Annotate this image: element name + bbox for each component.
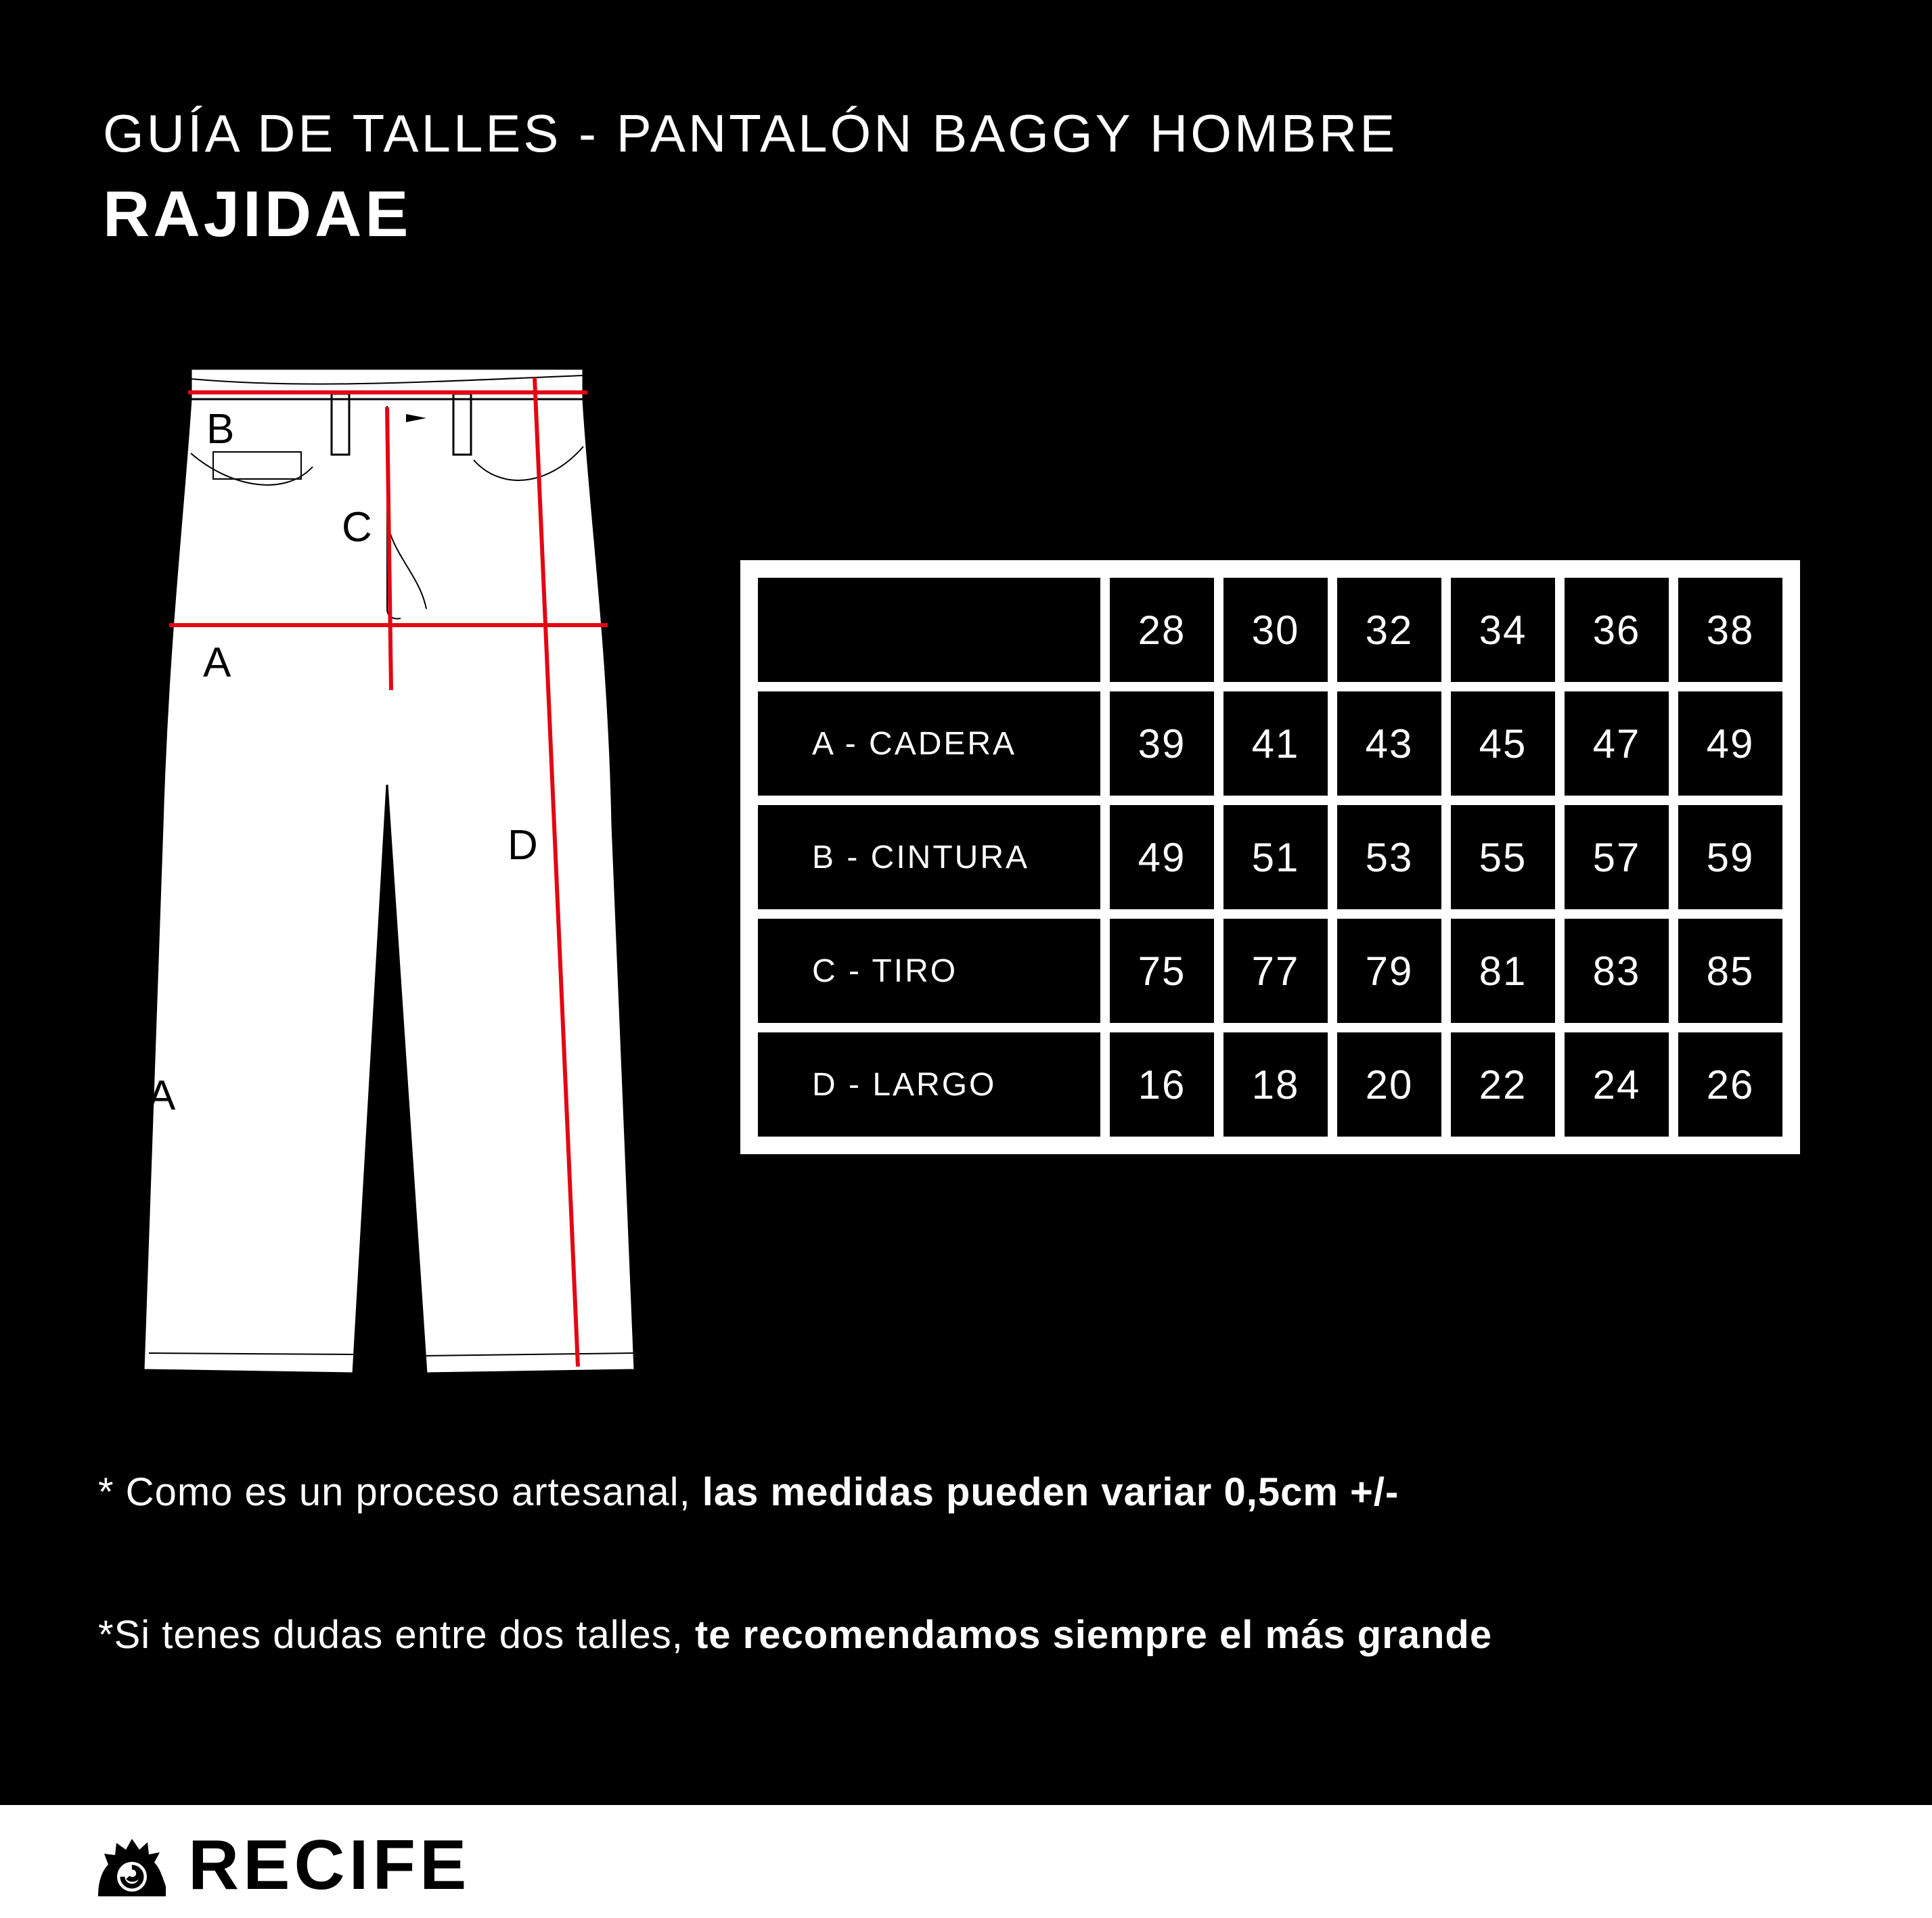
table-row-cintura	[758, 805, 1782, 909]
footer-bar	[0, 1805, 1932, 1918]
table-row-tiro	[758, 919, 1782, 1023]
value-cell: 57	[1565, 805, 1669, 909]
value-cell: 81	[1451, 919, 1555, 1023]
size-cell: 30	[1223, 578, 1328, 682]
value-cell: 77	[1223, 919, 1328, 1023]
brand-name: RECIFE	[188, 1826, 471, 1904]
value-cell: 41	[1223, 691, 1328, 796]
value-cell: 39	[1110, 691, 1214, 796]
row-label: B - CINTURA	[758, 805, 1100, 909]
row-label: A - CADERA	[758, 691, 1100, 796]
size-cell: 34	[1451, 578, 1555, 682]
label-c: C	[342, 504, 372, 551]
value-cell: 53	[1337, 805, 1441, 909]
note-text: *Si tenes dudas entre dos talles,	[98, 1613, 695, 1657]
row-label: C - TIRO	[758, 919, 1100, 1023]
size-cell: 32	[1337, 578, 1441, 682]
value-cell: 75	[1110, 919, 1214, 1023]
pants-measurement-diagram	[135, 352, 677, 1387]
value-cell: 49	[1110, 805, 1214, 909]
value-cell: 49	[1678, 691, 1782, 796]
value-cell: 18	[1223, 1032, 1328, 1137]
value-cell: 16	[1110, 1032, 1214, 1137]
size-cell: 28	[1110, 578, 1214, 682]
page-title: GUÍA DE TALLES - PANTALÓN BAGGY HOMBRE	[103, 104, 1398, 163]
value-cell: 22	[1451, 1032, 1555, 1137]
label-a-hip: A	[203, 639, 231, 686]
measurement-variance-note	[98, 1469, 1399, 1515]
note-text: * Como es un proceso artesanal,	[98, 1470, 702, 1514]
size-cell: 38	[1678, 578, 1782, 682]
header-corner-cell	[758, 578, 1100, 682]
size-header-row	[758, 578, 1782, 682]
table-row-largo	[758, 1032, 1782, 1137]
value-cell: 55	[1451, 805, 1555, 909]
table-row-cadera	[758, 691, 1782, 796]
value-cell: 43	[1337, 691, 1441, 796]
note-emphasis: te recomendamos siempre el más grande	[694, 1613, 1493, 1657]
value-cell: 24	[1565, 1032, 1669, 1137]
value-cell: 47	[1565, 691, 1669, 796]
value-cell: 59	[1678, 805, 1782, 909]
size-recommendation-note	[98, 1612, 1492, 1658]
value-cell: 85	[1678, 919, 1782, 1023]
size-cell: 36	[1565, 578, 1669, 682]
value-cell: 45	[1451, 691, 1555, 796]
size-chart-table	[740, 560, 1800, 1154]
label-d: D	[508, 822, 538, 869]
value-cell: 20	[1337, 1032, 1441, 1137]
value-cell: 26	[1678, 1032, 1782, 1137]
label-b: B	[206, 406, 235, 453]
note-emphasis: las medidas pueden variar 0,5cm +/-	[702, 1470, 1399, 1514]
product-name: RAJIDAE	[103, 178, 412, 250]
value-cell: 79	[1337, 919, 1441, 1023]
label-a-side: A	[148, 1072, 176, 1119]
brand-logo	[95, 1825, 470, 1906]
value-cell: 51	[1223, 805, 1328, 909]
row-label: D - LARGO	[758, 1032, 1100, 1137]
recife-logo-icon	[95, 1832, 169, 1900]
value-cell: 83	[1565, 919, 1669, 1023]
